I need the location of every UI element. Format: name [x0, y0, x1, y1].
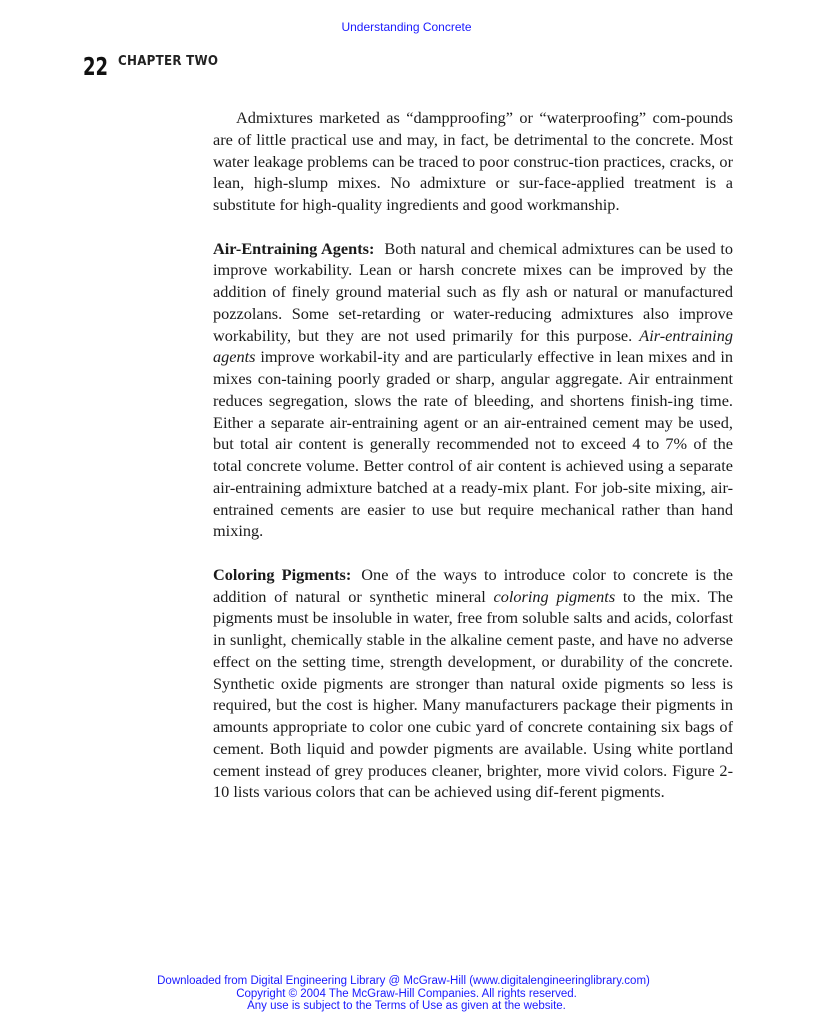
paragraph-coloring-pigments	[213, 564, 733, 803]
air-entraining-text-after: improve workabil-ity and are particularly effective in lean mixes and in mixes con-taining poorly graded or sharp, angular aggregate. Air entrainment reduces segregation, slows the rate of bleeding, and shortens finish-ing time. Either a separate air-entraining agent or an air-entrained cement may be used, but total air content is generally recommended not to exceed 4 to 7% of the total concrete volume. Better control of air content is achieved using a separate air-entraining admixture batched at a ready-mix plant. For job-site mixing, air-entrained cements are easier to use but require mechanical rather than hand mixing.	[213, 347, 733, 541]
top-link-title[interactable]: Understanding Concrete	[341, 20, 472, 34]
air-entraining-text-before: Both natural and chemical admixtures can be used to improve workability. Lean or harsh concrete mixes can be improved by the addition of finely ground material such as fly ash or natural or manufactured pozzolans. Some set-retarding or water-reducing admixtures also improve workability, but they are not used primarily for this purpose.	[213, 238, 733, 345]
footer	[0, 975, 813, 1013]
paragraph-air-entraining-agents	[213, 238, 733, 543]
footer-copyright: Copyright © 2004 The McGraw-Hill Companies. All rights reserved.	[236, 987, 577, 1000]
page-header	[83, 52, 232, 82]
air-entraining-agents-heading: Air-Entraining Agents:	[213, 238, 375, 258]
coloring-pigments-heading: Coloring Pigments:	[213, 564, 352, 584]
body-text	[213, 107, 733, 803]
air-entraining-agents-term: Air-entraining agents	[213, 325, 733, 367]
paragraph-dampproofing: Admixtures marketed as “dampproofing” or “waterproofing” com-pounds are of little practical use and may, in fact, be detrimental to the concrete. Most water leakage problems can be traced to poor construc-tion practices, cracks, or lean, high-slump mixes. No admixture or sur-face-applied treatment is a substitute for high-quality ingredients and good workmanship.	[213, 108, 733, 214]
coloring-pigments-text-after: to the mix. The pigments must be insoluble in water, free from soluble salts and acids, colorfast in sunlight, chemically stable in the alkaline cement paste, and have no adverse effect on the setting time, strength development, or durability of the concrete. Synthetic oxide pigments are stronger than natural oxide pigments so less is required, but the cost is higher. Many manufacturers package their pigments in amounts appropriate to color one cubic yard of concrete containing six bags of cement. Both liquid and powder pigments are available. Using white portland cement instead of grey produces cleaner, brighter, more vivid colors. Figure 2-10 lists various colors that can be achieved using dif-ferent pigments.	[213, 586, 734, 802]
coloring-pigments-term: coloring pigments	[493, 586, 616, 606]
footer-terms-link[interactable]: Any use is subject to the Terms of Use as given at the website.	[247, 1000, 566, 1012]
footer-download-link[interactable]: Downloaded from Digital Engineering Library @ McGraw-Hill (www.digitalengineeringlibrary.com)	[157, 975, 650, 987]
page-number: 22	[83, 52, 109, 81]
chapter-label: CHAPTER TWO	[118, 53, 219, 69]
coloring-pigments-text-before: One of the ways to introduce color to concrete is the addition of natural or synthetic mineral	[213, 564, 733, 606]
